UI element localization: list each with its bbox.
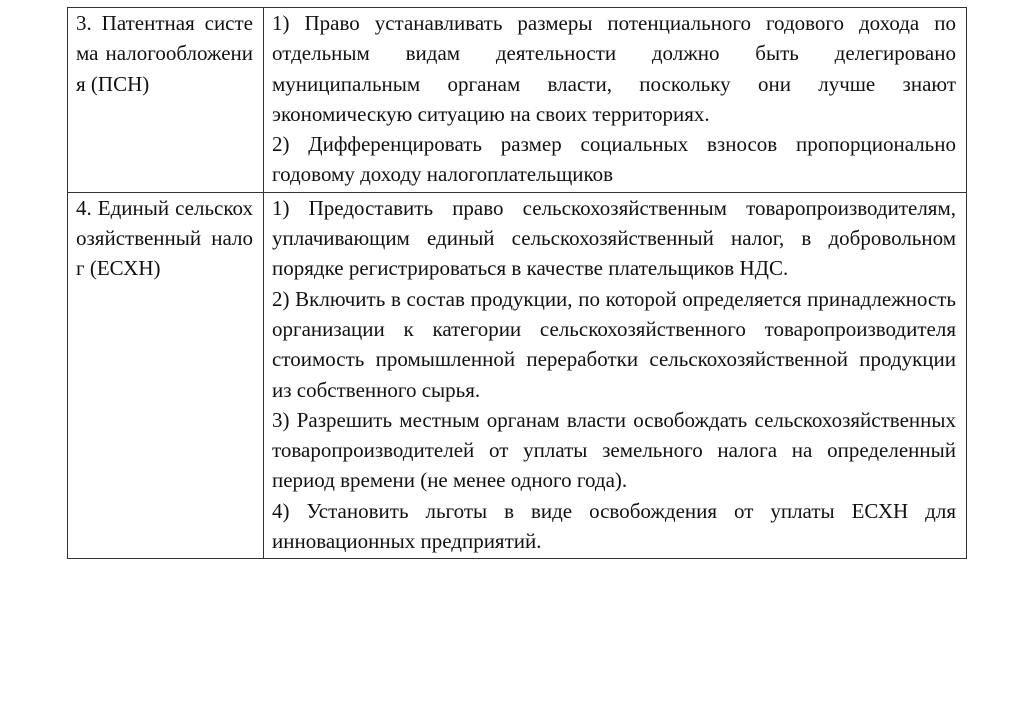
table-row: [68, 8, 967, 193]
regime-label: 4. Единый сельскохозяйственный налог (ЕСХН): [76, 195, 253, 281]
proposal-item: 2) Включить в состав продукции, по которой определяется принадлежность организации к категории сельскохозяйственного товаропроизводителя стоимость промышленной переработки сельскохозяйственной продукции из собственного сырья.: [272, 286, 956, 402]
proposal-item: 1) Предоставить право сельскохозяйственным товаропроизводителям, уплачивающим единый сельскохозяйственный налог, в добровольном порядке регистрироваться в качестве плательщиков НДС.: [272, 195, 956, 281]
proposal-item: 4) Установить льготы в виде освобождения от уплаты ЕСХН для инновационных предприятий.: [272, 498, 956, 554]
proposals-cell: [264, 192, 967, 559]
tax-proposals-table: [67, 7, 967, 559]
proposals-cell: [264, 8, 967, 193]
regime-cell: [68, 8, 264, 193]
proposal-item: 3) Разрешить местным органам власти освобождать сельскохозяйственных товаропроизводителей от уплаты земельного налога на определенный период времени (не менее одного года).: [272, 407, 956, 493]
proposal-item: 1) Право устанавливать размеры потенциального годового дохода по отдельным видам деятельности должно быть делегировано муниципальным органам власти, поскольку они лучше знают экономическую ситуацию на своих территориях.: [272, 11, 956, 126]
table-row: [68, 192, 967, 559]
regime-label: 3. Патентная система налогообложения (ПСН): [76, 11, 253, 96]
proposal-item: 2) Дифференцировать размер социальных взносов пропорционально годовому доходу налогоплательщиков: [272, 132, 956, 187]
regime-cell: [68, 192, 264, 559]
